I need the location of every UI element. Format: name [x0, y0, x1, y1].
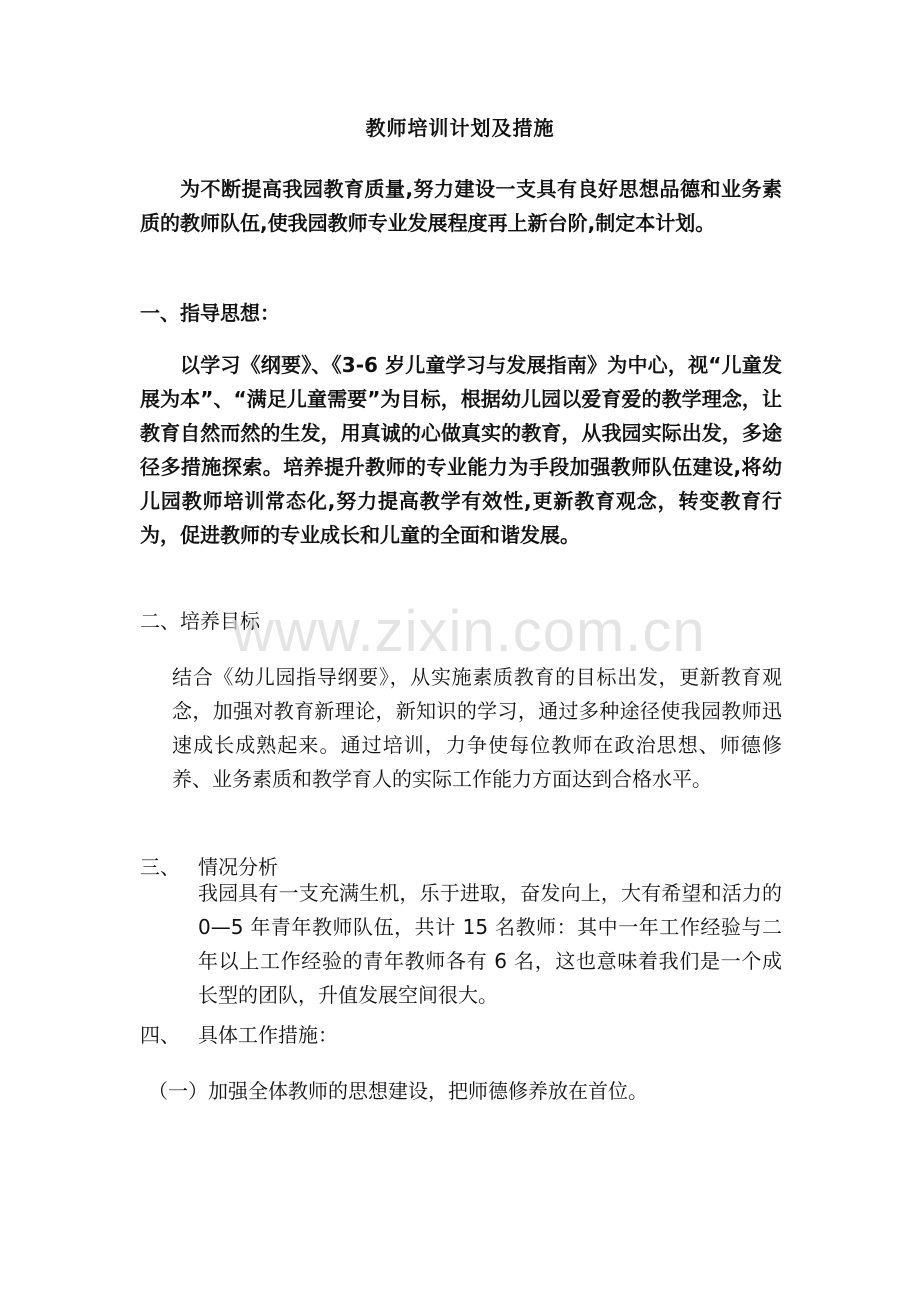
intro-paragraph: 为不断提高我园教育质量,努力建设一支具有良好思想品德和业务素质的教师队伍,使我园教师专业发展程度再上新台阶,制定本计划。 [140, 177, 782, 235]
section-number: 三、 [140, 855, 180, 879]
section-heading-guiding-ideology: 一、指导思想： [140, 301, 280, 325]
section-heading-label: 具体工作措施： [198, 1023, 338, 1047]
section-number: 四、 [140, 1023, 180, 1047]
section-body-guiding-ideology: 以学习《纲要》、《3-6 岁儿童学习与发展指南》为中心，视“儿童发展为本”、“满足儿童需要”为目标，根据幼儿园以爱育爱的教学理念，让教育自然而然的生发，用真诚的心做真实的教育，从我园实际出发，多途径多措施探索。培养提升教师的专业能力为手段加强教师队伍建设,将幼儿园教师培训常态化,努力提高教学有效性,更新教育观念，转变教育行为，促进教师的专业成长和儿童的全面和谐发展。 [140, 353, 782, 547]
subheading-measure-1: （一）加强全体教师的思想建设，把师德修养放在首位。 [148, 1079, 648, 1103]
section-heading-training-goals: 二、培养目标 [140, 609, 260, 633]
watermark-text: www.zixin.com.cn [232, 599, 706, 664]
section-heading-specific-measures [140, 1018, 338, 1052]
section-heading-label: 情况分析 [198, 855, 278, 879]
document-title: 教师培训计划及措施 [365, 116, 555, 140]
section-body-situation-analysis: 我园具有一支充满生机，乐于进取，奋发向上，大有希望和活力的 0—5 年青年教师队伍，共计 15 名教师：其中一年工作经验与二 年以上工作经验的青年教师各有 6 名，这也意味着我们是一个成长型的团队，升值发展空间很大。 [198, 881, 782, 1007]
section-body-training-goals: 结合《幼儿园指导纲要》，从实施素质教育的目标出发，更新教育观念，加强对教育新理论，新知识的学习，通过多种途径使我园教师迅速成长成熟起来。通过培训，力争使每位教师在政治思想、师德修养、业务素质和教学育人的实际工作能力方面达到合格水平。 [172, 665, 782, 791]
